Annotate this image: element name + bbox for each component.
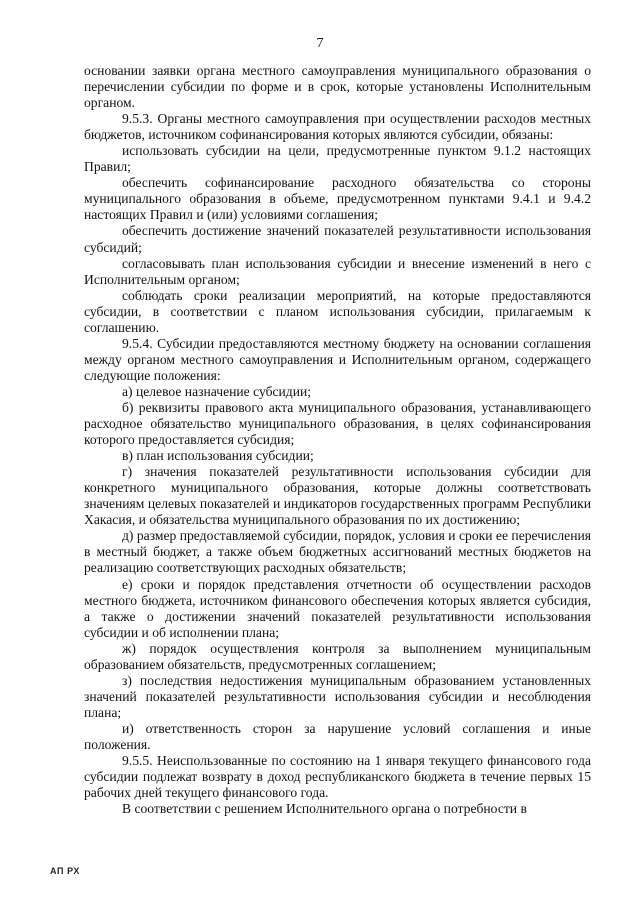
paragraph: использовать субсидии на цели, предусмотренные пунктом 9.1.2 настоящих Правил; — [84, 143, 591, 175]
paragraph: д) размер предоставляемой субсидии, порядок, условия и сроки ее перечисления в местный бюджет, а также объем бюджетных ассигнований местных бюджетов на реализацию соответствующих расходных обязательств; — [84, 528, 591, 576]
paragraph: 9.5.5. Неиспользованные по состоянию на 1 января текущего финансового года субсидии подлежат возврату в доход республиканского бюджета в течение первых 15 рабочих дней текущего финансового года. — [84, 753, 591, 801]
paragraph: е) сроки и порядок представления отчетности об осуществлении расходов местного бюджета, источником финансового обеспечения которых является субсидия, а также о достижении значений показателей результативности использования субсидии и об исполнении плана; — [84, 576, 591, 640]
paragraph: в) план использования субсидии; — [122, 448, 314, 464]
paragraph: ж) порядок осуществления контроля за выполнением муниципальным образованием обязательств, предусмотренных соглашением; — [84, 640, 591, 672]
footer-mark: АП РХ — [50, 866, 81, 876]
page-number: 7 — [316, 36, 324, 51]
paragraph: г) значения показателей результативности использования субсидии для конкретного муниципального образования, которые должны соответствовать значениям целевых показателей и индикаторов государственных программ Республики Хакасия, и обязательства муниципального образования по их достижению; — [84, 464, 591, 528]
paragraph: В соответствии с решением Исполнительного органа о потребности в — [122, 801, 527, 817]
paragraph: обеспечить софинансирование расходного обязательства со стороны муниципального образования в объеме, предусмотренном пунктами 9.4.1 и 9.4.2 настоящих Правил и (или) условиями соглашения; — [84, 175, 591, 223]
document-body — [84, 63, 591, 817]
paragraph: основании заявки органа местного самоуправления муниципального образования о перечислении субсидии по форме и в срок, которые установлены Исполнительным органом. — [84, 63, 591, 111]
paragraph: согласовывать план использования субсидии и внесение изменений в него с Исполнительным органом; — [84, 255, 591, 287]
paragraph: обеспечить достижение значений показателей результативности использования субсидий; — [84, 223, 591, 255]
paragraph: з) последствия недостижения муниципальным образованием установленных значений показателей результативности использования субсидии и несоблюдения плана; — [84, 672, 591, 720]
paragraph: а) целевое назначение субсидии; — [122, 383, 312, 399]
paragraph: и) ответственность сторон за нарушение условий соглашения и иные положения. — [84, 720, 591, 752]
paragraph: 9.5.3. Органы местного самоуправления при осуществлении расходов местных бюджетов, источником софинансирования которых являются субсидии, обязаны: — [84, 111, 591, 143]
paragraph: соблюдать сроки реализации мероприятий, на которые предоставляются субсидии, в соответствии с планом использования субсидии, прилагаемым к соглашению. — [84, 287, 591, 335]
paragraph: б) реквизиты правового акта муниципального образования, устанавливающего расходное обязательство муниципального образования, в целях софинансирования которого предоставляется субсидия; — [84, 399, 591, 448]
paragraph: 9.5.4. Субсидии предоставляются местному бюджету на основании соглашения между органом местного самоуправления и Исполнительным органом, содержащего следующие положения: — [84, 335, 591, 383]
